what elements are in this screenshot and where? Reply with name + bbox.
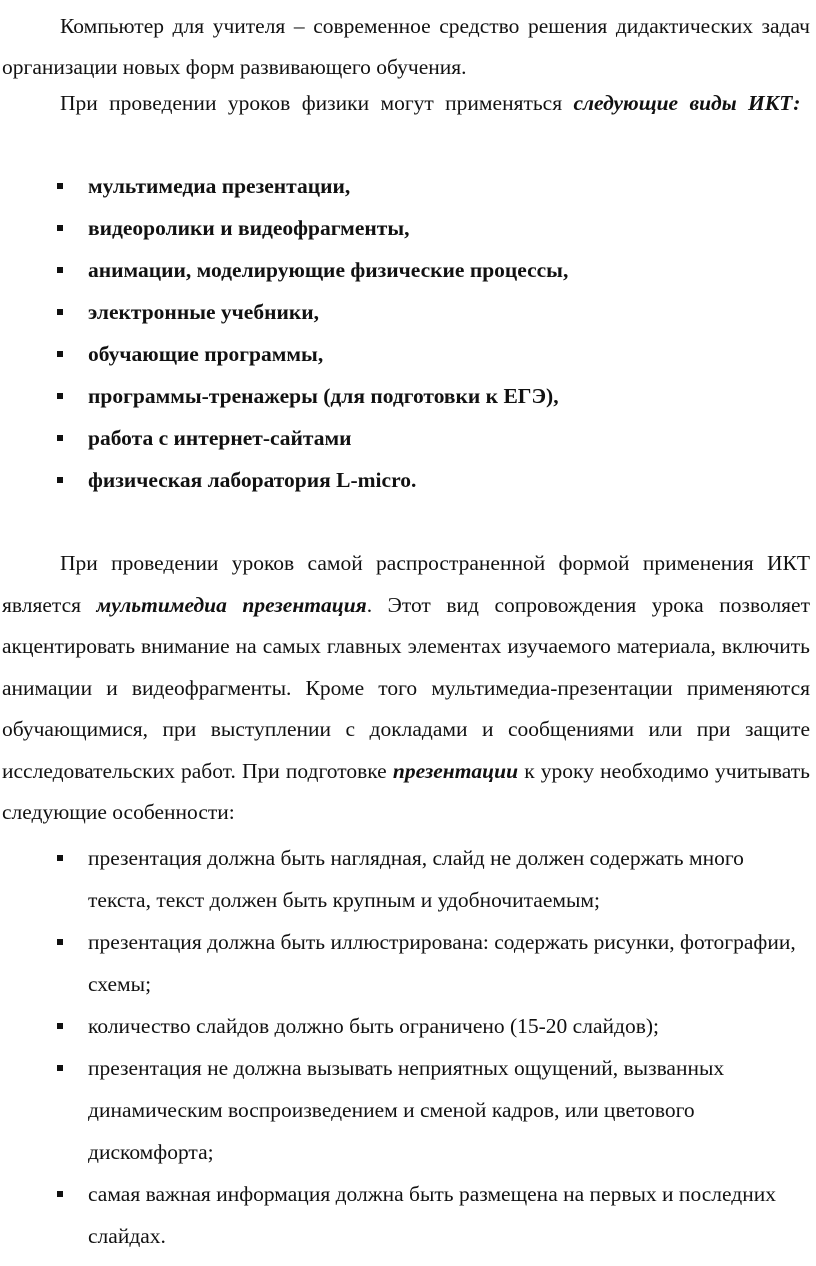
list-item [0,417,568,459]
bullet-square-icon [57,393,63,399]
list-item-text: мультимедиа презентации, [88,174,351,198]
bullet-square-icon [57,1191,63,1197]
presentation-emphasis-2: презентации [392,758,519,783]
bullet-square-icon [57,477,63,483]
intro-paragraph [2,6,810,88]
list-item-text: презентация должна быть иллюстрирована: содержать рисунки, фотографии, схемы; [88,930,796,996]
list-item-text: количество слайдов должно быть ограничено (15-20 слайдов); [88,1014,659,1038]
list-item-text: презентация должна быть наглядная, слайд не должен содержать много текста, текст должен быть крупным и удобночитаемым; [88,846,744,912]
bullet-square-icon [57,309,63,315]
list-item-text: электронные учебники, [88,300,319,324]
list-item [0,921,816,1005]
bullet-square-icon [57,435,63,441]
list-item-text: видеоролики и видеофрагменты, [88,216,410,240]
list-item [0,249,568,291]
bullet-square-icon [57,855,63,861]
list-item [0,1047,816,1173]
intro-text: Компьютер для учителя – современное средство решения дидактических задач организации новых форм развивающего обучения. [2,14,810,79]
list-item-text: программы-тренажеры (для подготовки к ЕГЭ), [88,384,559,408]
list-item-text: самая важная информация должна быть размещена на первых и последних слайдах. [88,1182,776,1248]
bullet-square-icon [57,351,63,357]
list-item-text: анимации, моделирующие физические процессы, [88,258,569,282]
list-item [0,1005,816,1047]
list-item [0,459,568,501]
list-item [0,207,568,249]
list-item-text: физическая лаборатория L-micro. [88,468,417,492]
bullet-square-icon [57,1065,63,1071]
presentation-emphasis-1: мультимедиа презентация [96,592,367,617]
presentation-text-2: . Этот вид сопровождения урока позволяет акцентировать внимание на самых главных элементах изучаемого материала, включить анимации и видеофрагменты. Кроме того мультимедиа-презентации применяются обучающимися, при выступлении с докладами и сообщениями или при защите исследовательских работ. При подготовке [2,592,810,783]
list-item-text: работа с интернет-сайтами [88,426,352,450]
list-item [0,837,816,921]
list-item [0,1173,816,1257]
list-item-text: обучающие программы, [88,342,324,366]
bullet-square-icon [57,225,63,231]
bullet-square-icon [57,267,63,273]
list-item [0,165,568,207]
bullet-square-icon [57,183,63,189]
presentation-text-3: к уроку необходимо учитывать следующие особенности: [2,758,810,824]
ikt-types-list [0,165,568,501]
ikt-paragraph-emphasis: следующие виды ИКТ: [573,91,801,115]
presentation-text-1: При проведении уроков самой распространенной формой применения ИКТ является [2,551,810,617]
ikt-paragraph-text: При проведении уроков физики могут применяться [60,91,574,115]
presentation-paragraph [2,543,810,834]
list-item [0,291,568,333]
list-item [0,375,568,417]
presentation-rules-list [0,837,816,1257]
list-item [0,333,568,375]
bullet-square-icon [57,1023,63,1029]
list-item-text: презентация не должна вызывать неприятных ощущений, вызванных динамическим воспроизведением и сменой кадров, или цветового дискомфорта; [88,1056,725,1164]
bullet-square-icon [57,939,63,945]
ikt-paragraph [2,83,810,124]
